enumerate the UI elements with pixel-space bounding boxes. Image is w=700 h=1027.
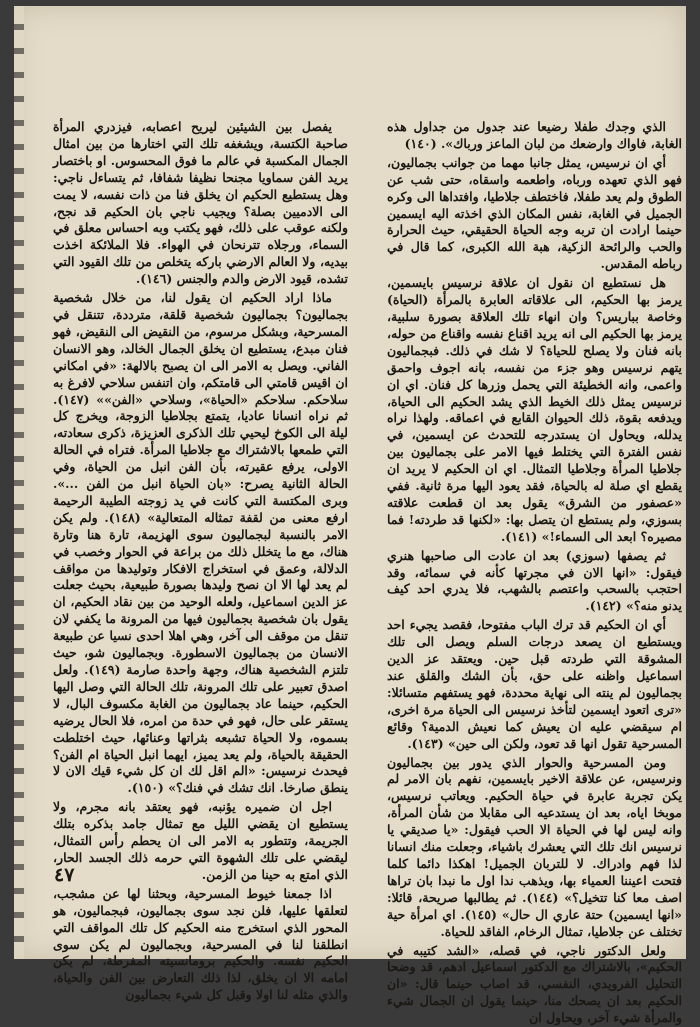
right-text-column [387,119,682,884]
binding-edge [14,6,24,959]
paragraph: اذا جمعنا خيوط المسرحية، وبحثنا لها عن مشجب، لتعلقها عليها، فلن نجد سوى بجماليون، فبجماليون، هو المحور الذي استخرج منه الحكيم كل تلك المواقف التي انطلقنا لنا في المسرحية، وبجماليون لم يكن سوى الحكيم نفسه. والحكيم برومانسيته المفرطة، لم يكن امامه الا ان يخلق، لذا ذلك التعارض بين الفن والحياة، والذي مثله لنا اولا وقبل كل شيء بجماليون [53,886,348,1004]
paragraph: أي ان نرسيس، يمثل جانبا مهما من جوانب بجماليون، فهو الذي تعهده ورباه، واطعمه واسقاه، حتى شب عن الطوق ولم يعد طفلا، فاختطف جلاطيا، وافتداها الى وكره الجميل في الغابة، نفس المكان الذي اخذته اليه ايسمين حينما ارادت ان تربه وجه الحياة الحقيقي، حيث الحرارة والحب والرائحة الزكية، هبة الله الكبرى، كما قال في رباطه المقدس. [387,155,682,273]
paragraph: ماذا اراد الحكيم ان يقول لنا، من خلال شخصية بجماليون؟ بجماليون شخصية قلقة، مترددة، تتنقل في المسرحية، وبشكل مرسوم، من النقيض الى النقيض، فهو فنان مبدع، يستطيع ان يخلق الجمال الخالد، وهو الانسان الفاني. ويصل به الامر الى ان يصبح بالالهة: «في امكاني ان اقيس قامتي الى قامتكم، وان اتنفس سلاحي لافرغ به سلاحكم. سلاحكم «الحياة»، وسلاحي «الفن»» (١٤٧). ثم نراه انسانا عاديا، يتمتع بجلاطيا الزوجة، ويخرج كل ليلة الى الكوخ ليحيي تلك الذكرى العزيزة، ذكرى سعادته، التي طمعها بالاشتراك مع جلاطيا المرأة. فتراه في الحالة الاولى، يرفع عقيرته، بأن الفن انبل من الحياة، وفي الحالة الثانية يصرح: «بان الحياة انبل من الفن ...». وبرى المكتسة التي كانت في يد زوجته الطيبة الرحيمة ارفع معنى من لقفة تمثاله المتعالية» (١٤٨). ولم يكن الامر بالنسبة لبجماليون سوى الهزيمة، تارة هنا وتارة هناك، مع ما يتخلل ذلك من براعة في الحوار وخصب في الدلالة، وعمق في استخراج الافكار وتوليدها من مواقف لم يعد لها الا ان نصح وليدها بصورة طبيعية، بحيث جعلت عز الدين اسماعيل، ولعله الوحيد من بين نقاد الحكيم، ان يقول بان شخصية بجماليون فيها من المرونة ما يكفي لان تنقل من موقف الى آخر، وهي اهلا احدى نسيا عن طبيعة الانسان من بجماليون الاسطورة. وبجماليون شو، حيث تلتزم الشخصية هناك، وجهة واحدة صارمة (١٤٩). ولعل اصدق تعبير على تلك المرونة، تلك الحالة التي وصل اليها الحكيم، حينما عاد بجماليون من الغابة مكسوف البال، لا يستقر على حال، فهو في حدة من امره، فلا الحال يرضيه بسموه، ولا الحياة تشبعه بثراتها وعنائها، حيث اختلطت الحقيقة بالحياة، ولم يعد يميز، ايهما انبل الحياة ام الفن؟ فيحدث نرسيس: «الم اقل لك ان كل شيء قيك الان لا ينطق صارخا. انك تشك في فنك؟» (١٥٠). [53,290,348,797]
page-number: ٤٧ [54,864,74,886]
paragraph: ولعل الدكتور ناجي، في قصله، «الشد كتيبه في الحكيم»، بالاشتراك مع الدكتور اسماعيل ادهم، قد وضحا التحليل الفرويدي، النفسي، قد اصاب حينما قال: «ان الحكيم بعد ان يصحك منا، حينما يقول ان الجمال شيء والمرأة شيء آخر، ويحاول ان [387,943,682,1027]
paragraph: هل نستطيع ان نقول ان علاقة نرسيس بايسمين، يرمز بها الحكيم، الى علاقاته العابرة بالمرأة (الحياة) وخاصة بباريس؟ وان انهاء تلك العلاقة بصورة سلبية، يرمز بها الحكيم الى انه يريد اقناع نفسه واقناع من حوله، بانه فنان ولا يصلح للحياة؟ لا شك في ذلك. فبجماليون يتهم نرسيس وهو جزء من نفسه، بانه اجوف واحمق واعمى، وانه الخطيئة التي يحمل وزرها كل فنان. اي ان نرسيس يمثل ذلك الخيط الذي يشد الحكيم الى الحياة، ويدفعه بقوة، ذلك الحيوان القابع في اعماقه. ولهذا نراه يدلله، ويحاول ان يستدرجه للتحدث عن ايسمين، في نفس الفترة التي يختلط فيها الامر على بجماليون بين جلاطيا المرأة وجلاطيا التمثال. اي ان الحكيم لا يريد ان يقطع اي صلة له بالحياة، فقد يعود اليها مرة ثانية. ففي «عصفور من الشرق» يقول بعد ان قطعت علاقته بسوزي، ولم يستطع ان يتصل بها: «لكنها قد طردته! فما مصيره؟ ابعد الى السماء!» (١٤١). [387,275,682,546]
paragraph: يفصل بين الشيئين ليريح اعصابه، فيزدري المرأة صاحبة الكتسة، ويشغفه تلك التي اختارها من بين امثال الجمال المكسبة في عالم ما فوق المحسوس. او باختصار يريد الفن سماويا مجنحا نظيفا شفافا، ثم يتساءل ناجي: وهل يستطيع الحكيم ان يخلق فنا من ذات نفسه، لا يمت الى الادميين بصلة؟ ويجيب ناجي بان الحكيم قد نجح، ولكنه عوقب على ذلك، فهو يكتب وبه احساس معلق في السماء، ورجلاه تترنحان في الهواء. فلا الملائكة اخذت بيديه، ولا العالم الارضي باركه يتخلص من تلك القيود التي تشده، قيود الارض والدم والجنس (١٤٦). [53,119,348,288]
paragraph: أي ان الحكيم قد ترك الباب مفتوحا، فقصد يجيء احد ويستطيع ان يصعد درجات السلم ويصل الى تلك المشوقة التي طردته قبل حين. ويعتقد عز الدين اسماعيل واظنه على حق، بأن الشك والقلق عند بجماليون لم ينته الى نهاية محددة، فهو يستفهم متسائلا: «ترى اتعود ايسمين لتأخذ نرسيس الى الحياة مرة اخرى، ام سيقضي عليه ان يعيش كما نعيش الدمية؟ وقائع المسرحية تقول انها قد تعود، ولكن الى حين» (١٤٣). [387,617,682,752]
paragraph: الذي وجدك طفلا رضيعا عند جدول من جداول هذه الغابة، فاواك وارضعك من لبان الماعز ورباك». (١٤٠) [387,119,682,153]
paragraph: ومن المسرحية والحوار الذي يدور بين بجماليون ونرسيس، عن علاقة الاخير بايسمين، نفهم بان الامر لم يكن تجربة عابرة في حياة الحكيم. ويعاتب نرسيس، موبخا اياه، بعد ان يستدعيه الى مقابلا من شأن المرأة، وانه ليس لها في الحياة الا الحب فيقول: «يا صديقي يا نرسيس انك تلك التي يعشرك باشياء، وجعلت منك انسانا لذا فهم وادراك. لا للتربان الجميل! اهكذا دائما كلما فتحت اعيننا العمياء بها، ويذهب ندا اول ما نبدا بان تراها اصف معا كنا تتخيل؟» (١٤٤). ثم يطالبها صريحة، قائلا: «انها ايسمين) حتة عاري ال حال» (١٤٥). اي امرأة حية تختلف عن جلاطيا، تمثال الرخام، الفاقد للحياة. [387,755,682,941]
paragraph: ثم يصفها (سوزي) بعد ان عادت الى صاحبها هنري فيقول: «انها الان في مجرتها كأنه في سمائه، وقد احتجب بالسحب واعتصم بالشهب، فلا يدري احد كيف يدنو منه؟» (١٤٢). [387,548,682,616]
left-text-column [53,119,348,884]
paragraph: اجل ان ضميره يؤنبه، فهو يعتقد بانه مجرم، ولا يستطيع ان يقضي الليل مع تمثال جامد بذكره بتلك الجريمة، وتتطور به الامر الى ان يحطم رأس التمثال، ليقضي على تلك الشهوة التي حرمه ذلك الجسد الحار، الذي امتع به حينا من الزمن. [53,799,348,884]
magazine-page [14,6,686,959]
